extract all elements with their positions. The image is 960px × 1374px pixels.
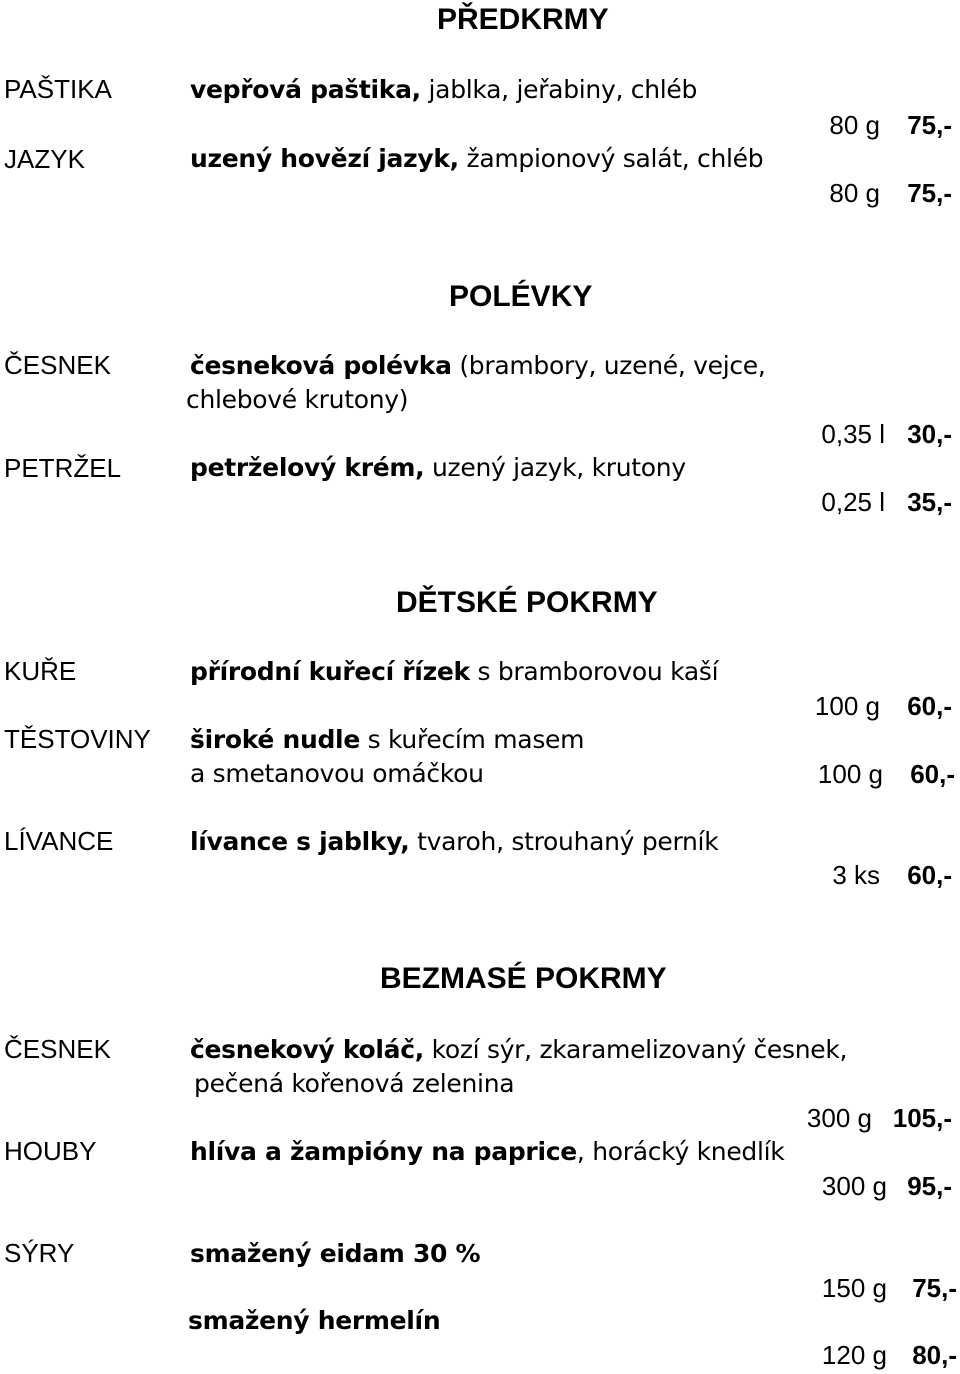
dish-name: hlíva a žampióny na paprice — [190, 1137, 577, 1166]
dish-name: uzený hovězí jazyk, — [190, 144, 459, 173]
dish-name: smažený eidam 30 % — [190, 1239, 481, 1268]
price: 30,- — [907, 419, 952, 449]
portion-size: 80 g — [829, 178, 880, 208]
category-label: KUŘE — [4, 656, 77, 686]
dish-description — [190, 353, 766, 378]
price: 75,- — [907, 110, 952, 140]
price: 35,- — [907, 487, 952, 517]
dish-name: přírodní kuřecí řízek — [190, 657, 470, 686]
portion-size: 3 ks — [832, 860, 880, 890]
dish-extras: jablka, jeřabiny, chléb — [420, 75, 698, 104]
dish-description-line2: pečená kořenová zelenina — [194, 1069, 515, 1098]
dish-extras: s bramborovou kaší — [469, 657, 719, 686]
portion-size: 100 g — [814, 691, 880, 721]
dish-description — [190, 1037, 847, 1062]
dish-description — [190, 829, 718, 854]
price: 75,- — [912, 1273, 957, 1303]
dish-name: lívance s jablky, — [190, 827, 410, 856]
dish-extras: kozí sýr, zkaramelizovaný česnek, — [423, 1035, 848, 1064]
price: 75,- — [907, 178, 952, 208]
category-label: JAZYK — [4, 144, 85, 174]
portion-size: 120 g — [821, 1340, 887, 1370]
price: 60,- — [907, 860, 952, 890]
dish-description — [190, 455, 686, 480]
dish-description — [190, 659, 718, 684]
portion-size: 0,25 l — [821, 487, 885, 517]
dish-extras: tvaroh, strouhaný perník — [409, 827, 719, 856]
dish-description — [188, 1308, 440, 1333]
dish-description — [190, 146, 763, 171]
price: 60,- — [910, 759, 955, 789]
price: 95,- — [907, 1171, 952, 1201]
portion-size: 300 g — [806, 1103, 872, 1133]
dish-description — [190, 727, 584, 752]
dish-name: smažený hermelín — [188, 1306, 441, 1335]
dish-name: petrželový krém, — [190, 453, 425, 482]
category-label: SÝRY — [4, 1238, 75, 1268]
dish-description — [190, 1139, 784, 1164]
category-label: LÍVANCE — [4, 826, 114, 856]
dish-description-line2: a smetanovou omáčkou — [190, 759, 484, 788]
category-label: TĚSTOVINY — [4, 724, 151, 754]
category-label: PETRŽEL — [4, 453, 122, 483]
category-label: ČESNEK — [4, 1034, 111, 1064]
section-title: POLÉVKY — [449, 280, 593, 313]
price: 105,- — [892, 1103, 952, 1133]
section-title: BEZMASÉ POKRMY — [380, 962, 667, 995]
dish-extras: s kuřecím masem — [359, 725, 585, 754]
portion-size: 300 g — [821, 1171, 887, 1201]
dish-name: vepřová paštika, — [190, 75, 421, 104]
category-label: ČESNEK — [4, 350, 111, 380]
section-title: PŘEDKRMY — [437, 3, 609, 36]
dish-extras: (brambory, uzené, vejce, — [451, 351, 766, 380]
dish-description — [190, 77, 697, 102]
section-title: DĚTSKÉ POKRMY — [396, 586, 658, 619]
dish-extras: žampionový salát, chléb — [458, 144, 764, 173]
dish-extras: , horácký knedlík — [576, 1137, 785, 1166]
portion-size: 100 g — [817, 759, 883, 789]
portion-size: 80 g — [829, 110, 880, 140]
category-label: PAŠTIKA — [4, 74, 112, 104]
price: 80,- — [912, 1340, 957, 1370]
price: 60,- — [907, 691, 952, 721]
dish-extras: uzený jazyk, krutony — [424, 453, 686, 482]
dish-name: česneková polévka — [190, 351, 452, 380]
dish-name: široké nudle — [190, 725, 360, 754]
dish-name: česnekový koláč, — [190, 1035, 424, 1064]
portion-size: 0,35 l — [821, 419, 885, 449]
dish-description — [190, 1241, 480, 1266]
portion-size: 150 g — [821, 1273, 887, 1303]
dish-description-line2: chlebové krutony) — [186, 385, 409, 414]
category-label: HOUBY — [4, 1136, 97, 1166]
